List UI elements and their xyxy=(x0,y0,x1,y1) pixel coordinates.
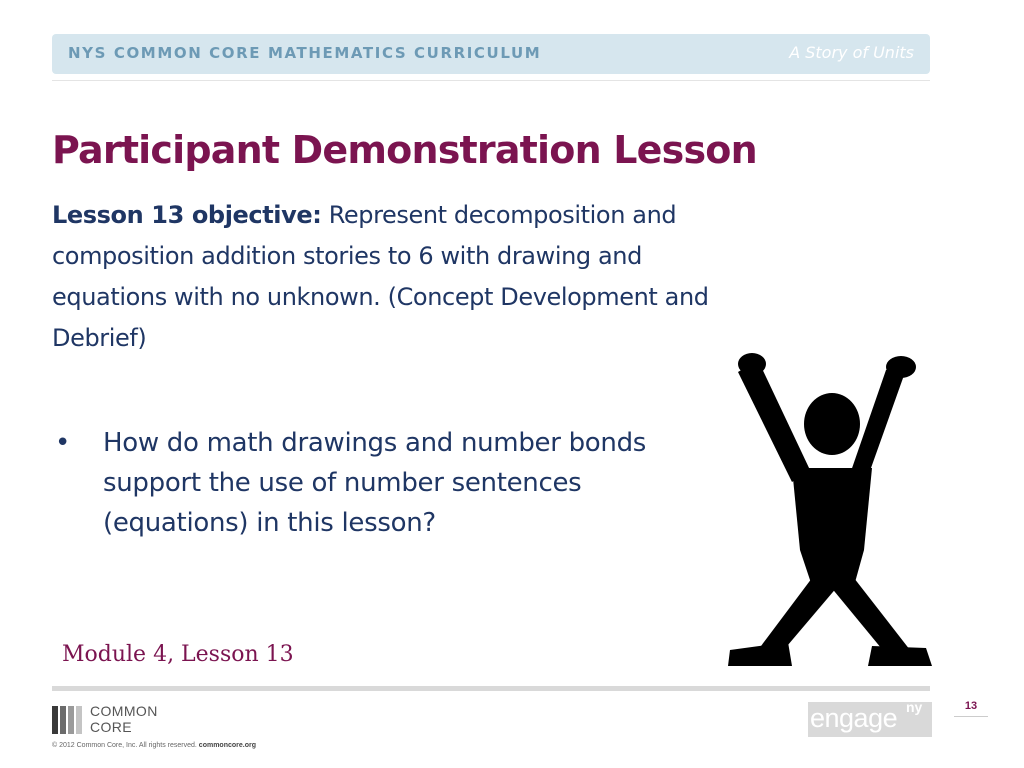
objective-text: Represent decomposition and composition addition stories to 6 with drawing and equations with no unknown. (Concept Development and Debrief) xyxy=(52,201,709,352)
common-core-line1: COMMON xyxy=(90,703,158,719)
footer-divider xyxy=(52,686,930,691)
objective-label: Lesson 13 objective: xyxy=(52,201,322,229)
page-number: 13 xyxy=(964,700,978,712)
common-core-logo xyxy=(52,703,192,739)
page-number-divider xyxy=(954,716,988,717)
copyright-site: commoncore.org xyxy=(198,742,256,749)
header-divider xyxy=(52,80,930,81)
person-arms-raised-icon xyxy=(726,350,932,668)
engage-wordmark: engage xyxy=(810,703,898,733)
engage-ny-superscript: ny xyxy=(906,699,923,715)
copyright-text: © 2012 Common Core, Inc. All rights reserved. xyxy=(52,742,197,749)
common-core-bars-icon xyxy=(52,706,86,734)
curriculum-title: NYS COMMON CORE MATHEMATICS CURRICULUM xyxy=(68,44,542,62)
bullet-text: How do math drawings and number bonds support the use of number sentences (equations) in this lesson? xyxy=(103,428,647,538)
story-title: A Story of Units xyxy=(789,43,914,62)
common-core-line2: CORE xyxy=(90,719,133,735)
copyright-notice xyxy=(52,742,256,749)
engage-ny-logo xyxy=(808,699,932,737)
module-label: Module 4, Lesson 13 xyxy=(62,642,294,667)
slide-title: Participant Demonstration Lesson xyxy=(52,128,757,172)
lesson-objective xyxy=(52,195,712,359)
common-core-wordmark xyxy=(90,703,158,735)
header-bar xyxy=(52,34,930,74)
bullet-icon: • xyxy=(55,428,71,458)
